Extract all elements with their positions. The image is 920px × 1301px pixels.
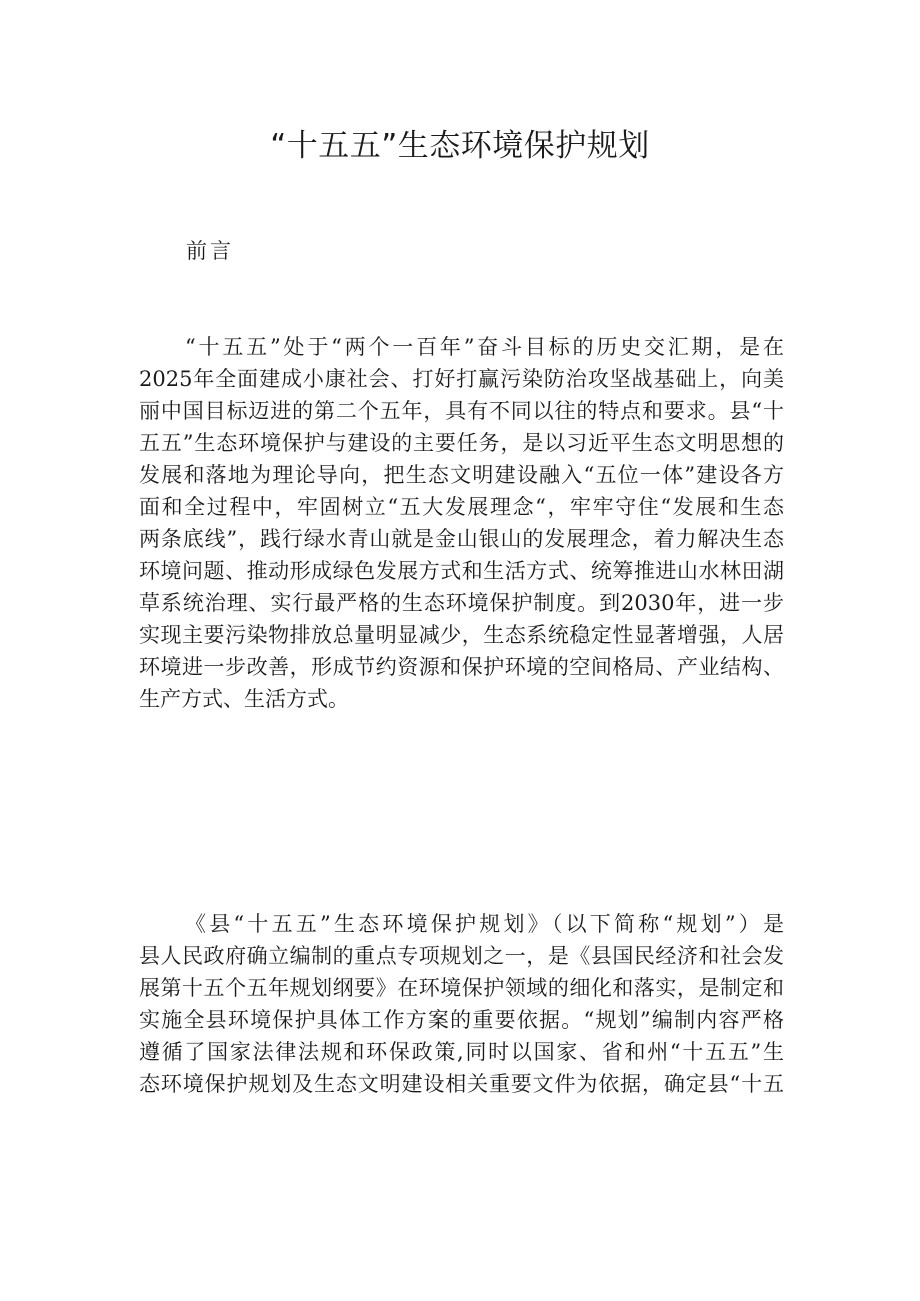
paragraph-line: 县人民政府确立编制的重点专项规划之一，是《县国民经济和社会发 bbox=[139, 944, 784, 968]
document-title: “十五五”生态环境保护规划 bbox=[270, 128, 650, 164]
paragraph-line: 2025年全面建成小康社会、打好打赢污染防治攻坚战基础上，向美 bbox=[139, 367, 784, 391]
paragraph-line: 展第十五个五年规划纲要》在环境保护领域的细化和落实，是制定和 bbox=[139, 976, 784, 1000]
section-heading: 前言 bbox=[186, 239, 234, 263]
paragraph-line: 实现主要污染物排放总量明显减少，生态系统稳定性显著增强，人居 bbox=[139, 623, 784, 647]
paragraph-line: 丽中国目标迈进的第二个五年，具有不同以往的特点和要求。县“十 bbox=[139, 399, 784, 423]
paragraph-line: 两条底线”，践行绿水青山就是金山银山的发展理念，着力解决生态 bbox=[139, 527, 784, 551]
paragraph-line: 草系统治理、实行最严格的生态环境保护制度。到2030年，进一步 bbox=[139, 591, 784, 615]
paragraph-line: 发展和落地为理论导向，把生态文明建设融入“五位一体”建设各方 bbox=[139, 463, 784, 487]
paragraph-line: 环境问题、推动形成绿色发展方式和生活方式、统筹推进山水林田湖 bbox=[139, 559, 784, 583]
paragraph-line: 环境进一步改善，形成节约资源和保护环境的空间格局、产业结构、 bbox=[139, 655, 784, 679]
paragraph-line: 面和全过程中，牢固树立“五大发展理念“，牢牢守住“发展和生态 bbox=[139, 495, 784, 519]
paragraph-2 bbox=[139, 908, 784, 1100]
paragraph-line: 遵循了国家法律法规和环保政策,同时以国家、省和州“十五五”生 bbox=[139, 1040, 784, 1064]
paragraph-line: 实施全县环境保护具体工作方案的重要依据。“规划”编制内容严格 bbox=[139, 1008, 784, 1032]
paragraph-1 bbox=[139, 331, 784, 715]
paragraph-line: 《县“十五五”生态环境保护规划》（以下简称“规划”）是 bbox=[185, 912, 784, 936]
paragraph-line: 五五”生态环境保护与建设的主要任务，是以习近平生态文明思想的 bbox=[139, 431, 784, 455]
paragraph-line: 态环境保护规划及生态文明建设相关重要文件为依据，确定县“十五 bbox=[139, 1072, 784, 1096]
paragraph-line: “十五五”处于“两个一百年”奋斗目标的历史交汇期，是在 bbox=[185, 335, 784, 359]
paragraph-line: 生产方式、生活方式。 bbox=[139, 687, 349, 711]
